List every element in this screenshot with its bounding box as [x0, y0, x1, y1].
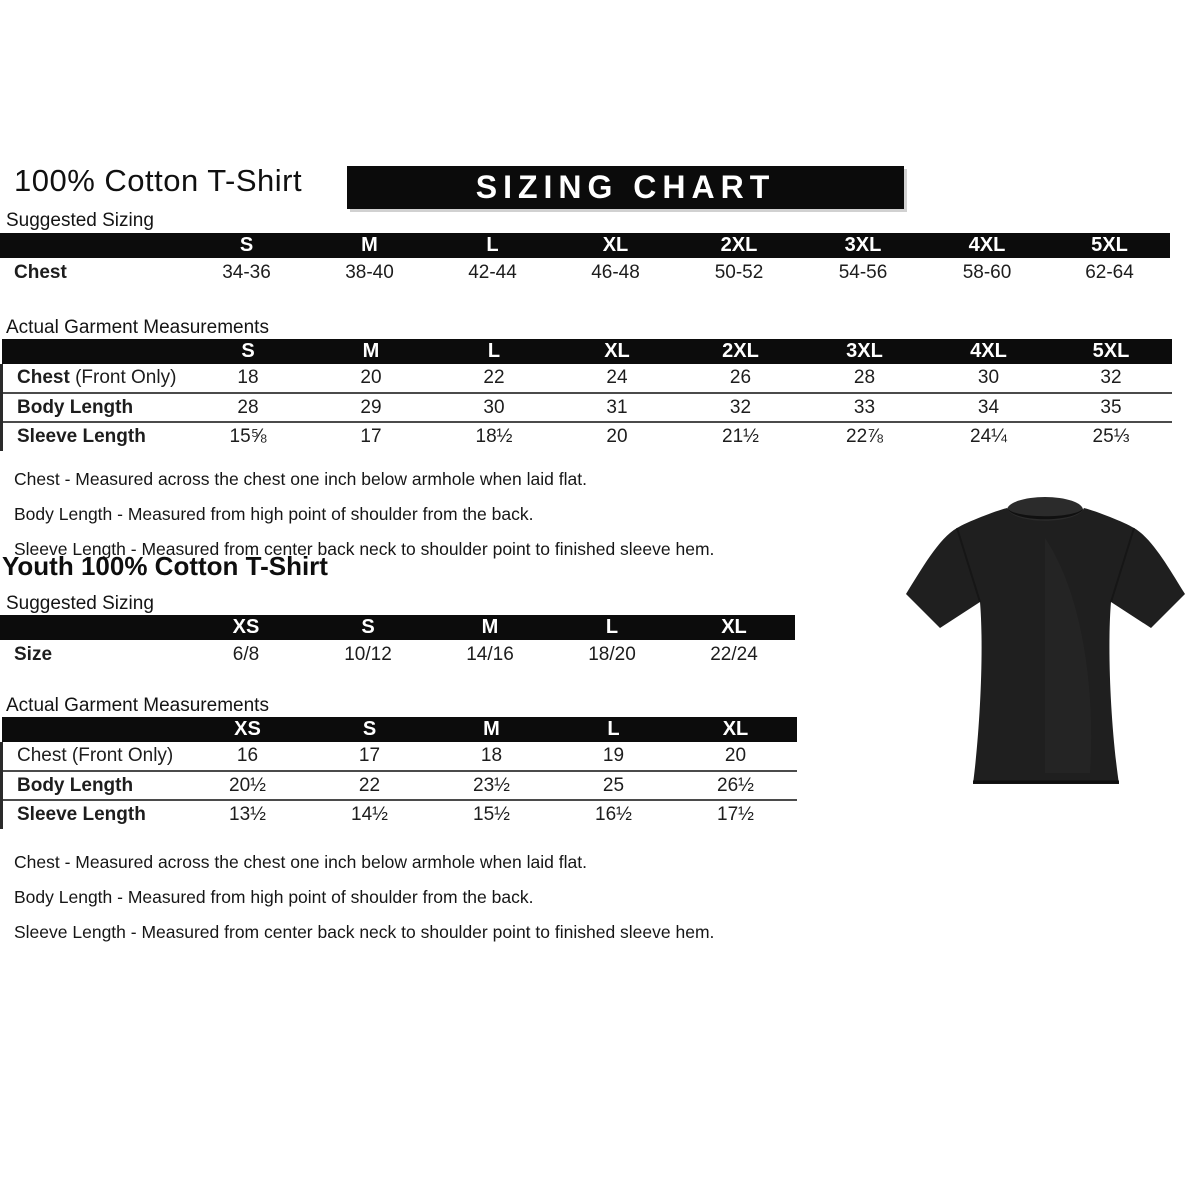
cell: 28: [237, 396, 259, 418]
cell: 18: [237, 367, 259, 388]
column-header: XL: [673, 615, 795, 640]
column-header: M: [308, 233, 431, 258]
cell: 22: [358, 774, 381, 796]
cell: 15⅝: [229, 426, 267, 447]
table-header-row: [0, 615, 795, 640]
row-label: Size: [14, 643, 53, 665]
column-header: XS: [185, 615, 307, 640]
table-row-sleeve-length: [2, 422, 1172, 451]
cell: 25: [602, 774, 625, 796]
cell: 58-60: [962, 261, 1012, 283]
cell: 32: [729, 396, 752, 418]
cell: 19: [602, 745, 625, 766]
column-header: L: [553, 717, 675, 742]
cell: 46-48: [591, 261, 640, 283]
black-tshirt-image: [895, 478, 1195, 808]
youth-suggested-sizing-table: [0, 615, 795, 669]
cell: 14½: [351, 804, 388, 825]
table-row-chest: [2, 742, 797, 771]
youth-measurement-notes: [14, 845, 714, 950]
sizing-chart-banner: [347, 166, 904, 209]
youth-suggested-sizing-label: Suggested Sizing: [6, 593, 154, 614]
cell: 25⅓: [1092, 426, 1130, 447]
cell: 15½: [473, 804, 510, 825]
row-label: Chest (Front Only): [2, 742, 187, 771]
column-header: M: [429, 615, 551, 640]
table-row-body-length: [2, 393, 1172, 422]
youth-actual-measurements-label: Actual Garment Measurements: [6, 695, 269, 716]
column-header: 2XL: [677, 233, 801, 258]
cell: 22: [483, 367, 505, 388]
row-label: Sleeve Length: [2, 422, 187, 451]
table-header-row: [0, 233, 1170, 258]
cell: 38-40: [345, 261, 394, 283]
cell: 21½: [722, 426, 759, 447]
cell: 18/20: [588, 643, 636, 665]
cell: 30: [483, 396, 505, 418]
note-sleeve-length: Sleeve Length - Measured from center back neck to shoulder point to finished sleeve hem.: [14, 922, 715, 942]
note-body-length: Body Length - Measured from high point of shoulder from the back.: [14, 504, 534, 524]
column-header: S: [307, 615, 429, 640]
cell: 17: [360, 426, 382, 447]
column-header: L: [433, 339, 556, 364]
column-header: M: [431, 717, 553, 742]
cell: 31: [606, 396, 628, 418]
cell: 17½: [717, 804, 754, 825]
cell: 17: [358, 745, 381, 766]
cell: 18½: [475, 426, 513, 447]
adult-suggested-sizing-label: Suggested Sizing: [6, 210, 154, 231]
table-row-chest: [0, 258, 1170, 287]
row-label: Body Length: [2, 771, 187, 800]
column-header: 5XL: [1049, 233, 1170, 258]
cell: 28: [853, 367, 876, 388]
column-header: XS: [187, 717, 309, 742]
column-header: S: [309, 717, 431, 742]
corner-cell: [0, 615, 185, 640]
cell: 20: [606, 426, 628, 447]
adult-suggested-sizing-table: [0, 233, 1170, 287]
tshirt-photo: [895, 478, 1195, 808]
table-header-row: [2, 717, 797, 742]
column-header: 4XL: [925, 233, 1049, 258]
row-label: Chest: [14, 261, 67, 283]
cell: 6/8: [232, 643, 260, 665]
cell: 54-56: [838, 261, 888, 283]
note-body-length: Body Length - Measured from high point of shoulder from the back.: [14, 887, 534, 907]
row-label: Chest (Front Only): [2, 364, 187, 393]
corner-cell: [0, 233, 185, 258]
cell: 29: [360, 396, 382, 418]
row-label: Sleeve Length: [2, 800, 187, 829]
column-header: S: [187, 339, 310, 364]
cell: 33: [853, 396, 876, 418]
cell: 32: [1100, 367, 1122, 388]
column-header: 3XL: [801, 233, 925, 258]
adult-actual-measurements-table: [0, 339, 1172, 451]
cell: 30: [977, 367, 1000, 388]
cell: 20½: [229, 774, 266, 796]
column-header: 2XL: [679, 339, 803, 364]
youth-section-title: Youth 100% Cotton T-Shirt: [2, 551, 328, 581]
column-header: L: [431, 233, 554, 258]
page-title: 100% Cotton T-Shirt: [14, 163, 303, 198]
cell: 42-44: [468, 261, 517, 283]
column-header: 3XL: [803, 339, 927, 364]
cell: 62-64: [1085, 261, 1134, 283]
adult-actual-measurements-label: Actual Garment Measurements: [6, 317, 269, 338]
note-sleeve-length: Sleeve Length - Measured from center back neck to shoulder point to finished sleeve hem.: [14, 539, 715, 559]
table-row-size: [0, 640, 795, 669]
column-header: 4XL: [927, 339, 1051, 364]
cell: 13½: [229, 804, 266, 825]
cell: 34-36: [222, 261, 271, 283]
table-row-sleeve-length: [2, 800, 797, 829]
cell: 14/16: [466, 643, 514, 665]
column-header: XL: [675, 717, 797, 742]
row-label: Body Length: [2, 393, 187, 422]
table-row-body-length: [2, 771, 797, 800]
cell: 16: [236, 745, 259, 766]
column-header: M: [310, 339, 433, 364]
cell: 26½: [717, 774, 754, 796]
corner-cell: [2, 717, 187, 742]
cell: 20: [724, 745, 747, 766]
note-chest: Chest - Measured across the chest one inch below armhole when laid flat.: [14, 852, 587, 872]
cell: 35: [1100, 396, 1122, 418]
column-header: XL: [556, 339, 679, 364]
table-header-row: [2, 339, 1172, 364]
column-header: S: [185, 233, 308, 258]
cell: 20: [360, 367, 382, 388]
cell: 26: [729, 367, 752, 388]
youth-actual-measurements-table: [0, 717, 797, 829]
cell: 50-52: [714, 261, 764, 283]
cell: 16½: [595, 804, 632, 825]
cell: 18: [480, 745, 503, 766]
cell: 24¼: [970, 426, 1007, 447]
cell: 34: [977, 396, 1000, 418]
cell: 24: [606, 367, 628, 388]
sizing-chart-banner-label: SIZING CHART: [475, 169, 776, 205]
cell: 23½: [473, 774, 510, 796]
cell: 22⅞: [846, 426, 883, 447]
column-header: L: [551, 615, 673, 640]
note-chest: Chest - Measured across the chest one inch below armhole when laid flat.: [14, 469, 587, 489]
column-header: 5XL: [1051, 339, 1172, 364]
cell: 22/24: [710, 643, 758, 665]
column-header: XL: [554, 233, 677, 258]
corner-cell: [2, 339, 187, 364]
table-row-chest: [2, 364, 1172, 393]
cell: 10/12: [344, 643, 392, 665]
